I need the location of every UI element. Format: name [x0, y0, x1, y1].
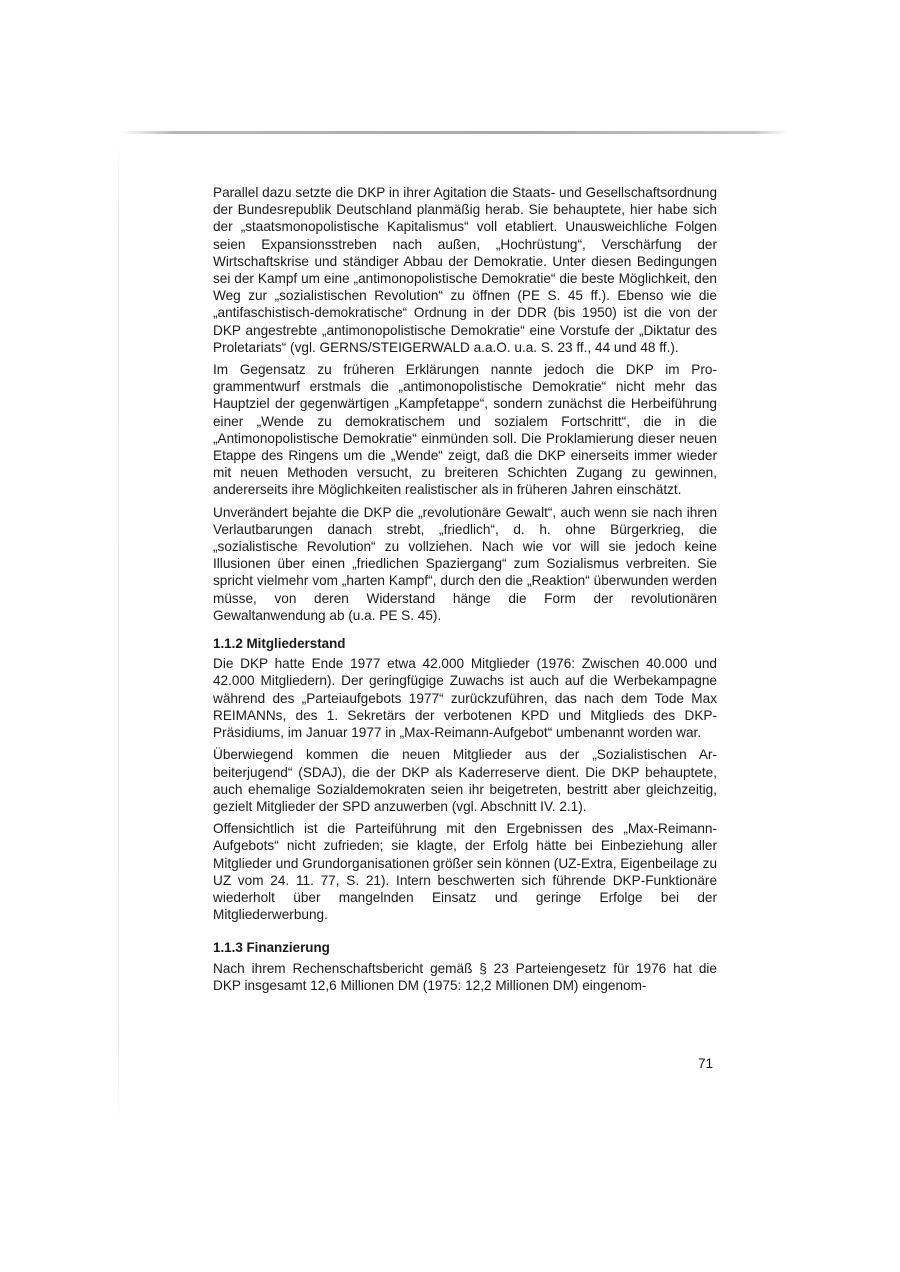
section-heading-finanzierung: 1.1.3 Finanzierung: [213, 940, 330, 956]
paragraph-revolutionaere-gewalt: Unverändert bejahte die DKP die „revolutionäre Gewalt“, auch wenn sie nach ihren Verlautbarungen danach strebt, „friedlich“, d. h. ohne Bürgerkrieg, die „sozialistische Revolution“ zu vollziehen. Nach wie vor will sie jedoch keine Illusionen über einen „friedlichen Spaziergang“ zum Sozialismus verbreiten. Sie spricht vielmehr vom „harten Kampf“, durch den die „Reaktion“ überwunden werden müsse, von deren Widerstand hänge die Form der revolutionären Gewaltanwendung ab (u.a. PE S. 45).: [213, 504, 717, 623]
paragraph-max-reimann-aufgebot: Offensichtlich ist die Parteiführung mit den Ergebnissen des „Max-Reimann-Aufgebots“ nicht zufrieden; sie klagte, der Erfolg hätte bei Einbeziehung aller Mitglieder und Grundorganisationen größer sein können (UZ-Extra, Eigenbeilage zu UZ vom 24. 11. 77, S. 21). Intern beschwerten sich führende DKP-Funktionäre wiederholt über mangelnden Einsatz und geringe Erfolge bei der Mitgliederwerbung.: [213, 821, 718, 923]
paragraph-agitation: Parallel dazu setzte die DKP in ihrer Agitation die Staats- und Gesellschaftsordnung der Bundesrepublik Deutschland planmäßig herab. Sie behauptete, hier habe sich der „staatsmonopolistische Kapitalismus“ voll etabliert. Unausweichliche Folgen seien Expansionsstreben nach außen, „Hochrüstung“, Verschärfung der Wirtschaftskrise und ständiger Abbau der Demokratie. Unter diesen Bedingungen sei der Kampf um eine „antimonopolistische Demokratie“ die beste Möglichkeit, den Weg zur „sozialistischen Revolution“ zu öffnen (PE S. 45 ff.). Ebenso wie die „antifaschistisch-demokratische“ Ordnung in der DDR (bis 1950) ist die von der DKP angestrebte „antimonopolistische Demokratie“ eine Vorstufe der „Diktatur des Proletariats“ (vgl. GERNS/STEIGERWALD a.a.O. u.a. S. 23 ff., 44 und 48 ff.).: [213, 185, 717, 355]
section-heading-mitgliederstand: 1.1.2 Mitgliederstand: [213, 636, 346, 652]
page-number: 71: [698, 1056, 714, 1071]
paragraph-programmentwurf: Im Gegensatz zu früheren Erklärungen nannte jedoch die DKP im Programmentwurf erstmals die „antimonopolistische Demokratie“ nicht mehr das Hauptziel der gegenwärtigen „Kampfetappe“, sondern zunächst die Herbeiführung einer „Wende zu demokratischem und sozialem Fortschritt“, die in die „Antimonopolistische Demokratie“ einmünden soll. Die Proklamierung dieser neuen Etappe des Ringens um die „Wende“ zeigt, daß die DKP einerseits immer wieder mit neuen Methoden versucht, zu breiteren Schichten Zugang zu gewinnen, andererseits ihre Möglichkeiten realistischer als in früheren Jahren einschätzt.: [213, 362, 717, 498]
page-body: [213, 184, 717, 999]
paragraph-neue-mitglieder: Überwiegend kommen die neuen Mitglieder aus der „Sozialistischen Arbeiterjugend“ (SDAJ), die der DKP als Kaderreserve dient. Die DKP behauptete, auch ehemalige Sozialdemokraten seien ihr beigetreten, bestritt aber gleichzeitig, gezielt Mitglieder der SPD anzuwerben (vgl. Abschnitt IV. 2.1).: [213, 747, 717, 814]
scan-edge-left: [118, 140, 119, 1130]
paragraph-rechenschaftsbericht: Nach ihrem Rechenschaftsbericht gemäß § 23 Parteiengesetz für 1976 hat die DKP insgesamt 12,6 Millionen DM (1975: 12,2 Millionen DM) eingenom-: [213, 960, 717, 993]
scan-edge-top: [120, 131, 788, 134]
paragraph-mitgliederzahl: Die DKP hatte Ende 1977 etwa 42.000 Mitglieder (1976: Zwischen 40.000 und 42.000 Mitgliedern). Der geringfügige Zuwachs ist auch auf die Werbekampagne während des „Parteiaufgebots 1977“ zurückzuführen, das nach dem Tode Max REIMANNs, des 1. Sekretärs der verbotenen KPD und Mitglieds des DKP-Präsidiums, im Januar 1977 in „Max-Reimann-Aufgebot“ umbenannt worden war.: [213, 656, 717, 741]
